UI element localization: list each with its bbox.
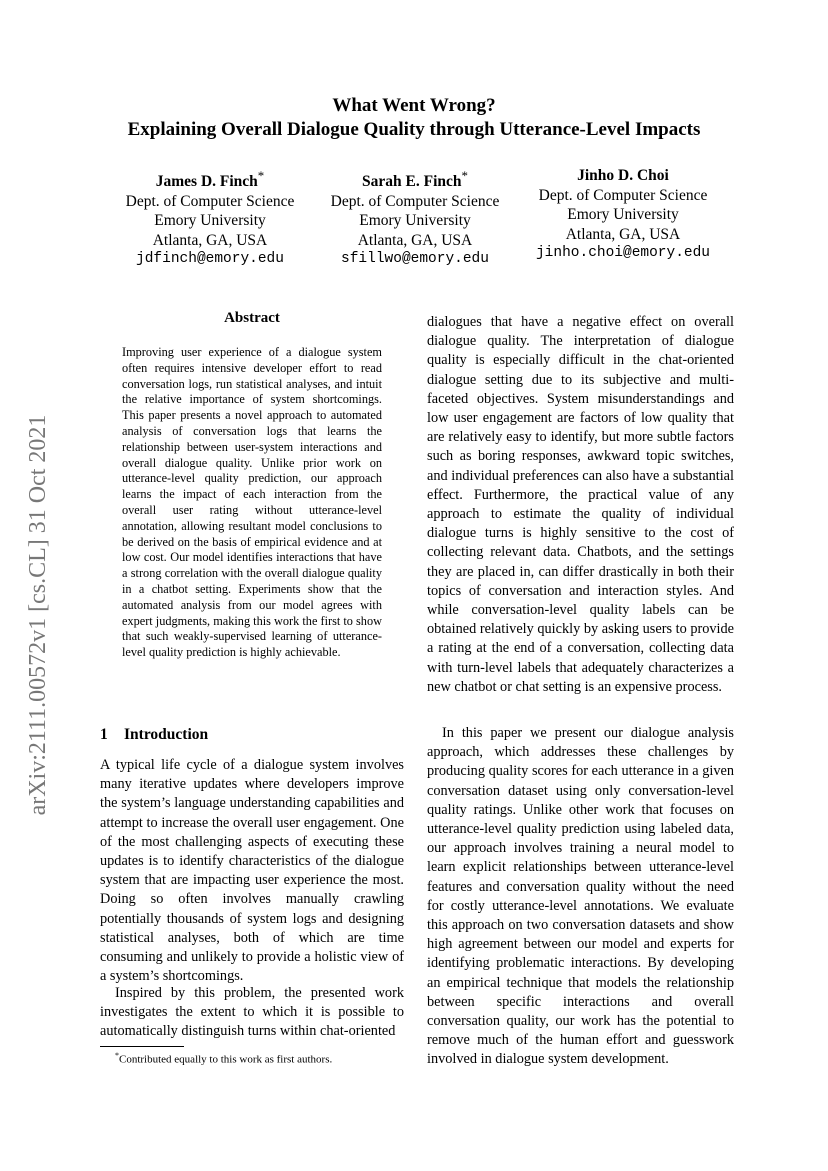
body-paragraph: dialogues that have a negative effect on overall dialogue quality. The interpretation of dialogue quality is especially difficult in the chat-oriented dialogue setting due to its subjective and multi-faceted objectives. System misunderstandings and low user engagement are factors of low quality that are relatively easy to identify, but more subtle factors such as boring responses, awkward topic switches, and individual preferences can also have a substantial effect. Furthermore, the practical value of any approach to estimate the quality of individual dialogue turns is highly sensitive to the cost of collecting relevant data. Chatbots, and the settings they are placed in, can differ drastically in both their topics of conversation and interaction styles. And while conversation-level quality labels can be obtained relatively quickly by asking users to provide a rating at the end of a conversation, collecting data with turn-level labels that adequately characterizes a new chatbot or chat setting is an expensive process. [427, 314, 734, 695]
paper-title-line-1: What Went Wrong? [332, 95, 496, 116]
author-block [518, 166, 728, 264]
body-paragraph: Inspired by this problem, the presented work investigates the extent to which it is possible to automatically distinguish turns within chat-oriented [100, 985, 404, 1040]
author-university: Emory University [359, 212, 471, 230]
body-paragraph: A typical life cycle of a dialogue system involves many iterative updates where developers improve the system’s language understanding capabilities and attempt to increase the overall user engagement. One of the most challenging aspects of executing these updates is to identify characteristics of the dialogue system that are impacting user experience the most. Doing so often involves manually crawling potentially thousands of system logs and designing statistical analyses, both of which are time consuming and unlikely to provide a holistic view of a system’s shortcomings. [100, 757, 404, 985]
author-name: Sarah E. Finch [362, 173, 462, 191]
body-paragraph: In this paper we present our dialogue analysis approach, which addresses these challenges by producing quality scores for each utterance in a given conversation dataset using only conversation-level quality ratings. Unlike other work that focuses on utterance-level quality prediction using labeled data, our approach involves training a neural model to learn explicit relationships between utterance-level features and conversation quality without the need for costly utterance-level annotations. We evaluate this approach on two conversation datasets and show high agreement between our model and experts for identifying problematic interactions. By developing an empirical technique that models the relationship between specific interactions and overall conversation quality, our work has the potential to remove much of the human effort and guesswork involved in dialogue system development. [427, 725, 734, 1068]
author-email: sfillwo@emory.edu [341, 251, 489, 268]
paper-title-line-2: Explaining Overall Dialogue Quality through Utterance-Level Impacts [127, 119, 701, 140]
section-heading [100, 726, 208, 744]
footnote-divider [100, 1046, 184, 1047]
author-university: Emory University [567, 206, 679, 223]
author-department: Dept. of Computer Science [330, 192, 500, 210]
author-name: Jinho D. Choi [577, 167, 669, 184]
author-name: James D. Finch [155, 173, 258, 191]
author-email: jdfinch@emory.edu [136, 251, 284, 268]
footnote-mark: * [115, 1051, 119, 1060]
author-block [105, 166, 315, 270]
author-university: Emory University [154, 212, 266, 230]
author-footnote-mark: * [257, 168, 265, 183]
footnote [115, 1049, 332, 1067]
abstract-heading: Abstract [224, 310, 280, 326]
author-location: Atlanta, GA, USA [565, 225, 681, 243]
author-location: Atlanta, GA, USA [357, 231, 473, 249]
author-footnote-mark: * [461, 168, 468, 183]
section-number: 1 [100, 726, 108, 743]
author-email: jinho.choi@emory.edu [535, 245, 711, 261]
author-department: Dept. of Computer Science [538, 186, 708, 204]
author-location: Atlanta, GA, USA [152, 231, 268, 249]
arxiv-identifier: arXiv:2111.00572v1 [cs.CL] 31 Oct 2021 [25, 414, 51, 816]
author-block [310, 166, 520, 270]
author-department: Dept. of Computer Science [125, 192, 295, 210]
abstract-text: Improving user experience of a dialogue system often requires intensive developer effort to read conversation logs, run statistical analyses, and intuit the relative importance of system shortcomings. This paper presents a novel approach to automated analysis of conversation logs that learns the relationship between user-system interactions and overall dialogue quality. Unlike prior work on utterance-level quality prediction, our approach learns the impact of each interaction from the overall user rating without utterance-level annotation, allowing resultant model conclusions to be derived on the basis of empirical evidence and at low cost. Our model identifies interactions that have a strong correlation with the overall dialogue quality in a chatbot setting. Experiments show that the automated analysis from our model agrees with expert judgments, making this work the first to show that such weakly-supervised learning of utterance-level quality prediction is highly achievable. [122, 345, 382, 660]
section-title: Introduction [124, 726, 209, 743]
footnote-text: Contributed equally to this work as first authors. [119, 1053, 333, 1066]
